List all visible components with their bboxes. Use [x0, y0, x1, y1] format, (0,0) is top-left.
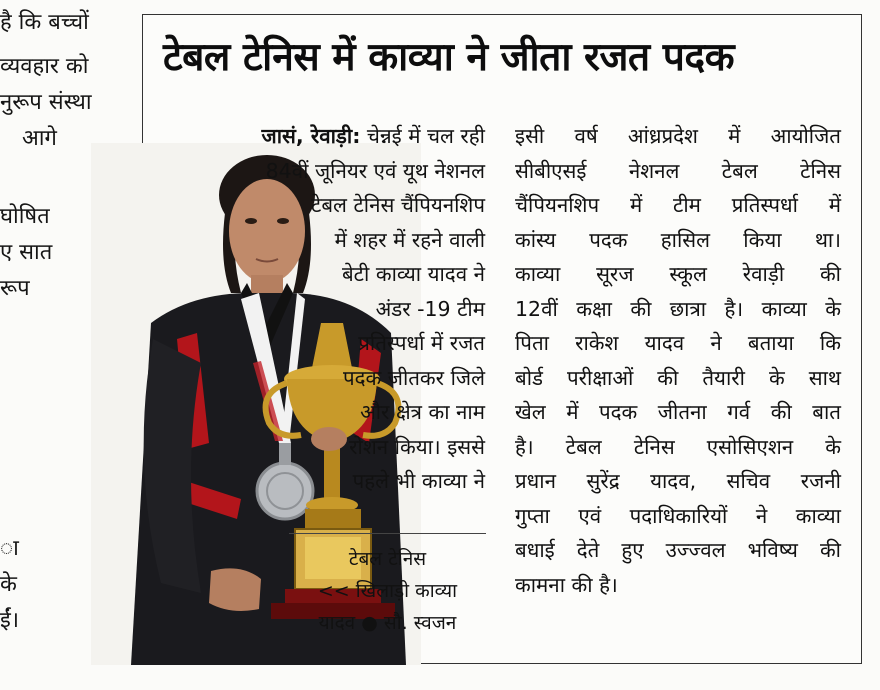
- article-line: में शहर में रहने वाली: [334, 227, 485, 252]
- article-column-2: [515, 119, 841, 602]
- article-line: गुप्ता एवं पदाधिकारियों ने काव्या: [515, 503, 841, 528]
- adjacent-line: आगे: [22, 126, 57, 151]
- article-line: पदक जीतकर जिले: [342, 365, 485, 390]
- article-line: पिता राकेश यादव ने बताया कि: [515, 331, 841, 355]
- article-line: रोशन किया। इससे: [349, 434, 485, 459]
- article-text: चेन्नई में चल रही: [360, 124, 485, 148]
- adjacent-line: ा: [0, 536, 19, 561]
- article-line: सीबीएसई नेशनल टेबल टेनिस: [515, 158, 841, 183]
- news-article: [142, 14, 862, 664]
- article-line: और क्षेत्र का नाम: [360, 400, 485, 424]
- article-column-1: [157, 119, 485, 499]
- adjacent-line: ईं।: [0, 608, 20, 633]
- article-line: 12वीं कक्षा की छात्रा है। काव्या के: [515, 296, 841, 321]
- headline: टेबल टेनिस में काव्या ने जीता रजत पदक: [163, 35, 735, 80]
- adjacent-line: रूप: [0, 276, 30, 301]
- article-line: कामना की है।: [515, 572, 618, 597]
- article-line: चैंपियनशिप में टीम प्रतिस्पर्धा में: [515, 193, 841, 217]
- adjacent-line: घोषित: [0, 204, 50, 229]
- adjacent-line: है कि बच्चों: [0, 10, 89, 35]
- article-line: बेटी काव्या यादव ने: [341, 262, 485, 286]
- caption-line: << खिलाड़ी काव्या: [317, 580, 458, 602]
- article-line: कांस्य पदक हासिल किया था।: [515, 227, 841, 252]
- article-line: खेल में पदक जीतना गर्व की बात: [515, 400, 841, 424]
- caption-line: यादव ● सौ. स्वजन: [318, 612, 457, 634]
- dateline: जासं, रेवाड़ी:: [261, 124, 361, 148]
- article-line: 84वीं जूनियर एवं यूथ नेशनल: [265, 158, 485, 183]
- article-line: प्रधान सुरेंद्र यादव, सचिव रजनी: [515, 469, 841, 493]
- adjacent-line: के: [0, 572, 17, 597]
- article-line: बधाई देते हुए उज्ज्वल भविष्य की: [515, 538, 841, 562]
- article-line: अंडर -19 टीम: [375, 296, 485, 321]
- article-line: इसी वर्ष आंध्रप्रदेश में आयोजित: [515, 124, 841, 148]
- photo-caption: [289, 543, 486, 639]
- caption-divider: [289, 533, 486, 534]
- article-line: [157, 119, 485, 154]
- article-line: बोर्ड परीक्षाओं की तैयारी के साथ: [515, 365, 841, 390]
- article-line: काव्या सूरज स्कूल रेवाड़ी की: [515, 262, 841, 286]
- article-line: प्रतिस्पर्धा में रजत: [358, 331, 485, 355]
- adjacent-line: नुरूप संस्था: [0, 90, 92, 115]
- article-line: है। टेबल टेनिस एसोसिएशन के: [515, 434, 841, 459]
- caption-line: टेबल टेनिस: [348, 548, 427, 570]
- adjacent-line: ए सात: [0, 240, 53, 265]
- article-line: टेबल टेनिस चैंपियनशिप: [311, 193, 485, 217]
- article-line: पहले भी काव्या ने: [352, 469, 485, 493]
- adjacent-line: व्यवहार को: [0, 54, 89, 79]
